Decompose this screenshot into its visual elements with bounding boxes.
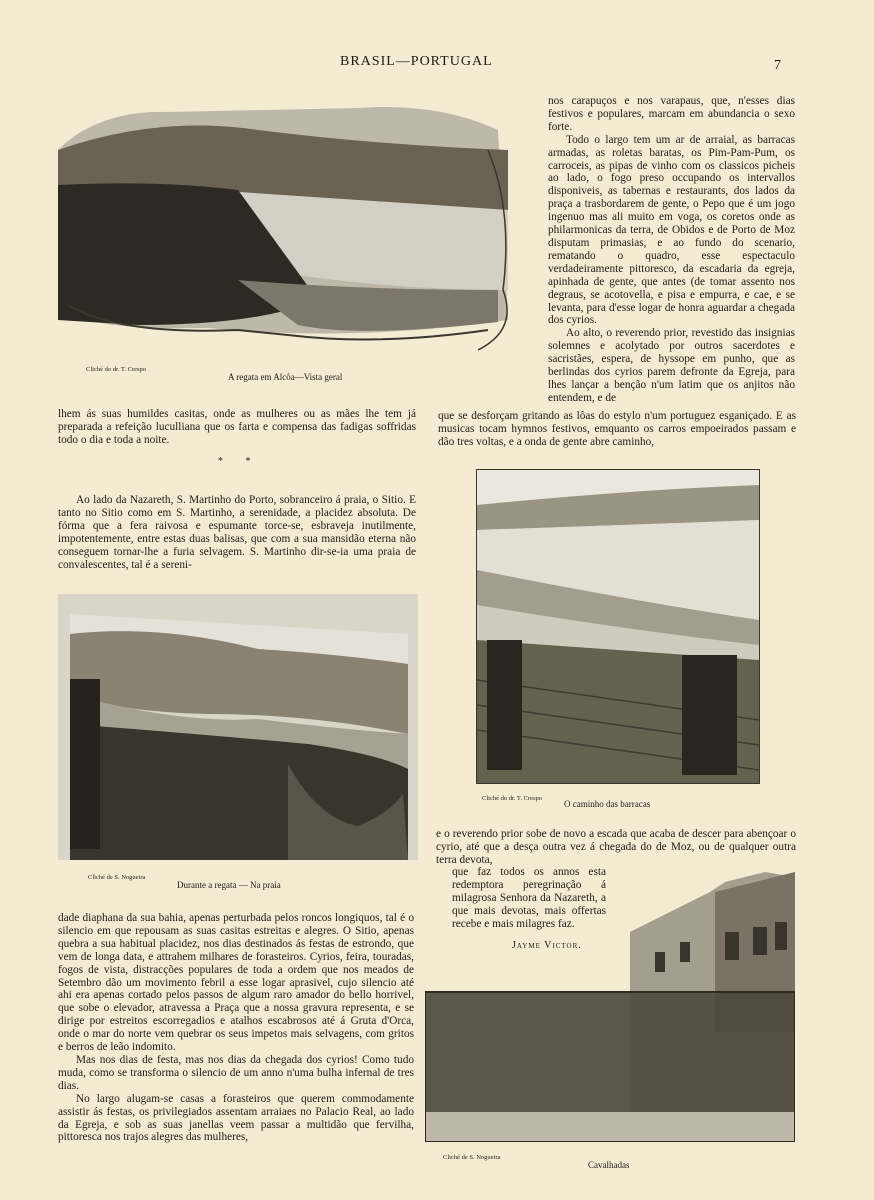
photo-cavalhadas [425,872,795,1142]
running-header: BRASIL—PORTUGAL [340,54,493,69]
photo2-caption: Durante a regata — Na praia [177,880,281,890]
paragraph: nos carapuços e nos varapaus, que, n'esses dias festivos e populares, marcam em abundancia o sexo forte. [548,95,795,133]
photo-caminho-barracas [476,469,760,784]
page-number: 7 [774,58,781,73]
left-column-bottom [58,912,414,1144]
photo3-credit: Cliché do dr. T. Crespo [482,795,543,802]
paragraph: Ao lado da Nazareth, S. Martinho do Porto, sobranceiro á praia, o Sitio. E tanto no Sitio como em S. Martinho, a serenidade, a placidez absoluta. De fórma que a fera raivosa e espumante torce-se, esbraveja inutilmente, impotentemente, entre estas duas balisas, que com a sua mansidão eterna não conseguem tornar-lhe a furia selvagem. S. Martinho dir-se-ia uma praia de convalescentes, tal é a sereni- [58,494,416,571]
paragraph: Todo o largo tem um ar de arraial, as barracas armadas, as roletas baratas, os Pim-Pam-Pum, os carroceis, as pipas de vinho com os classicos picheis ao lado, o fogo preso occupando os intervallos disponiveis, as tabernas e restaurants, dos lados da praça a trasbordarem de gente, o Pepo que é um jogo ingenuo mas ali muito em voga, os coretos onde as philarmonicas da terra, de Obidos e de Porto de Moz disputam primasias, e ao fundo do scenario, rematando o quadro, esse espectaculo verdadeiramente pittoresco, da escadaria da egreja, apinhada de gente, que antes (de tomar assento nos degraus, se acotovella, e pisa e empurra, e cae, e se levanta, para d'esse logar de honra aguardar a chegada dos cyrios. [548,133,795,327]
left-column-section-2 [58,494,416,571]
photo-regata-vista-geral [58,90,528,352]
photo1-credit: Cliché do dr. T. Crespo [86,366,147,373]
paragraph: que faz todos os annos esta redemptora peregrinação á milagrosa Senhora da Nazareth, a que mais devotas, mais offertas recebe e mais milagres faz. [452,866,606,930]
paragraph: Ao alto, o reverendo prior, revestido das insignias solemnes e acolytado por outros sacerdotes e sacristães, espera, de hyssope em punho, que as berlindas dos cyrios parem defronte da Egreja, para lhes lançar a benção n'um latim que os anjitos não entendem, e de [548,327,795,404]
photo1-caption: A regata em Alcôa—Vista geral [228,372,343,382]
left-column-middle [58,408,416,447]
photo-durante-regata [58,594,418,860]
author-signature: Jayme Victor. [512,940,582,951]
photo4-credit: Cliché de S. Nogueira [443,1154,501,1161]
right-column-top [548,95,795,405]
section-divider: * * [218,456,261,467]
paragraph: e o reverendo prior sobe de novo a escada que acaba de descer para abençoar o cyrio, até que a desça outra vez á chegada do de Moz, ou de qualquer outra terra devota, [436,828,796,866]
right-bottom-wide [436,828,796,867]
paragraph: dade diaphana da sua bahia, apenas perturbada pelos roncos longiquos, tal é o silencio em que repousam as suas casitas estreitas e alegres. O Sitio, apenas quebra a sua habitual placidez, nos dias destinados ás festas de estrondo, que vem de longa data, e attrahem milhares de forasteiros. Cyrios, feira, touradas, fogos de vista, distracções populares de toda a ordem que nos meados de Setembro dão um movimento febril a esse logar aprasivel, cujo silencio até ahi era apenas cortado pelos passos de algum raro amador do bello horrivel, que sobe o elevador, atravessa a Praça que a nossa gravura representa, e se dirige por estreitos escorregadios e atalhos escabrosos até á Gruta d'Orca, onde o mar do norte vem quebrar os seus impetos mais selvagens, com gritos e berros de leão indomito. [58,912,414,1054]
right-wide-continuation [438,410,796,449]
photo2-credit: Cliché de S. Nogueira [88,874,146,881]
paragraph: No largo alugam-se casas a forasteiros que querem commodamente assistir ás festas, os privilegiados assentam arraiaes no Palacio Real, ao lado da Egreja, e sob as suas janellas veem passar a multidão que fervilha, pittoresca nos trajos alegres das mulheres, [58,1092,414,1144]
paragraph: que se desforçam gritando as lôas do estylo n'um portuguez esganiçado. E as musicas tocam hymnos festivos, emquanto os carros empoeirados passam e dão tres voltas, e a onda de gente abre caminho, [438,410,796,448]
paragraph: Mas nos dias de festa, mas nos dias da chegada dos cyrios! Como tudo muda, como se transforma o silencio de um anno n'uma bulha infernal de tres dias. [58,1053,414,1092]
photo3-caption: O caminho das barracas [564,799,651,809]
paragraph: lhem ás suas humildes casitas, onde as mulheres ou as mães lhe tem já preparada a refeição luculliana que os farta e compensa das fadigas soffridas todo o dia e toda a noite. [58,408,416,446]
photo4-caption: Cavalhadas [588,1160,630,1170]
